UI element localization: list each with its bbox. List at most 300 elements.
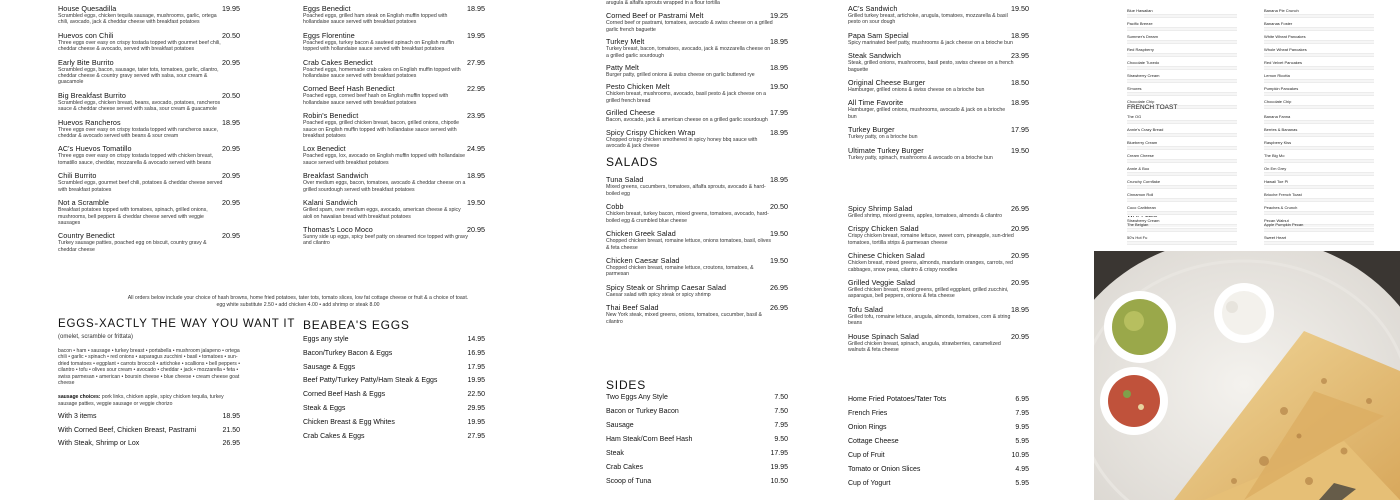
salads-title: SALADS	[606, 155, 659, 170]
menu-item	[1264, 86, 1374, 97]
menu-item	[1127, 222, 1237, 233]
menu-item	[1127, 235, 1237, 246]
pancakes-section	[1127, 0, 1367, 104]
menu-item	[1127, 153, 1237, 164]
menu-item-name: Country Benedict	[58, 231, 115, 241]
menu-item-price: 19.50	[770, 255, 788, 265]
menu-item-name: On Em Grey	[1264, 166, 1287, 171]
menu-item-description: Grilled shrimp, mixed greens, apples, tomatoes, almonds & cilantro	[848, 213, 1002, 219]
orders-note	[88, 295, 508, 308]
menu-item	[606, 128, 788, 150]
menu-item-description: Poached eggs, grilled chicken breast, bacon, grilled onions, chipotle sauce on English muffin topped with hollandaise sauce served with breakfast potatoes	[303, 120, 460, 140]
menu-item-name: Pesto Chicken Melt	[606, 82, 670, 92]
menu-item	[58, 118, 240, 140]
menu-item-price: 18.95	[770, 37, 788, 47]
orders-note-line2: egg white substitute 2.50 • add chicken 4.00 • add shrimp or steak 8.00	[216, 301, 380, 308]
menu-item	[606, 256, 788, 278]
menu-item-name: Red Raspberry	[1127, 47, 1154, 52]
menu-item-description-placeholder	[1127, 145, 1237, 151]
menu-item-description: Scrambled eggs, chicken tequila sausage, mushrooms, garlic, ortega chili, avocado, jack & cheddar cheese with breakfast potatoes	[58, 13, 217, 26]
menu-item-name: Bananas Foster	[1264, 21, 1293, 26]
menu-item-description: Grilled chicken breast, spinach, arugula, strawberries, caramelized walnuts & feta cheese	[848, 340, 1001, 354]
menu-item-name: Ultimate Turkey Burger	[848, 145, 924, 155]
menu-item-name: Ham Steak/Corn Beef Hash	[606, 436, 693, 443]
menu-item-price: 10.50	[770, 478, 788, 485]
menu-item-name: Raspberry Kiss	[1264, 140, 1292, 145]
menu-item	[303, 419, 485, 433]
menu-item	[303, 198, 485, 220]
menu-item-price: 9.50	[774, 436, 788, 443]
menu-item-description: Crispy chicken breast, romaine lettuce, sweet corn, pineapple, sun-dried tomatoes, tortilla strips & parmesan cheese	[848, 233, 1014, 246]
menu-item-price: 20.50	[222, 30, 240, 40]
french-toast-title: FRENCH TOAST	[1127, 104, 1178, 111]
menu-item-price: 17.95	[770, 108, 788, 118]
menu-item-name: Annie's Crazy Bread	[1127, 127, 1164, 132]
menu-item	[848, 146, 1029, 161]
menu-item-price: 10.95	[1011, 452, 1029, 459]
menu-item-name: Summer's Dream	[1127, 34, 1158, 39]
salads-list-b	[848, 204, 1029, 358]
menu-column-2	[303, 0, 485, 440]
menu-item-name: AC's Huevos Tomatillo	[58, 144, 132, 154]
french-toast-list-b	[1264, 114, 1374, 231]
menu-item-description: Steak, grilled onions, mushrooms, basil pesto, swiss cheese on a french baguette	[848, 60, 1014, 73]
menu-item-description: Poached eggs, turkey bacon & sauteed spinach on English muffin topped with hollandaise sauce served with breakfast potatoes	[303, 39, 455, 53]
menu-item-price: 20.95	[222, 231, 240, 241]
salsa	[1108, 375, 1160, 427]
menu-item-price: 27.95	[467, 57, 485, 67]
menu-item-price: 20.95	[1011, 278, 1029, 288]
menu-item-name: Steak Sandwich	[848, 51, 901, 61]
menu-item-description: Scrambled eggs, gourmet beef chili, potatoes & cheddar cheese served with breakfast potatoes	[58, 180, 223, 193]
menu-item-price: 19.95	[467, 418, 485, 426]
menu-item-price: 22.95	[467, 84, 485, 94]
menu-item-description: Grilled turkey breast, artichoke, arugula, tomatoes, mozzarella & basil pesto on sour dough	[848, 13, 1008, 26]
menu-item-name: Grilled Veggie Salad	[848, 278, 916, 288]
menu-item-price: 5.95	[1015, 480, 1029, 487]
menu-item	[1264, 153, 1374, 164]
menu-item-description: Poached eggs, homemade crab cakes on English muffin topped with hollandaise sauce served with breakfast potatoes	[303, 66, 461, 80]
menu-item	[1127, 179, 1237, 190]
menu-item-description-placeholder	[1264, 39, 1374, 45]
menu-item-price: 20.95	[222, 171, 240, 181]
menu-item-name: Cup of Yogurt	[848, 480, 891, 487]
menu-item-price: 7.50	[774, 408, 788, 415]
menu-item-price: 19.50	[770, 82, 788, 92]
waffles-list-b	[1264, 222, 1374, 248]
menu-item-price: 19.50	[1011, 4, 1029, 13]
menu-item-description-placeholder	[1127, 240, 1237, 246]
menu-item-description: Scrambled eggs, chicken breast, beans, avocado, potatoes, rancheros sauce & cheddar cheese served with salsa, sour cream & guacamole	[58, 99, 221, 113]
menu-item-name: Tofu Salad	[848, 304, 883, 314]
menu-item	[606, 450, 788, 464]
menu-item-price: 6.95	[1015, 396, 1029, 403]
menu-item-name: Coco Caribbean	[1127, 205, 1156, 210]
menu-item-description: Over medium eggs, bacon, tomatoes, avocado & cheddar cheese on a grilled sourdough served with breakfast potatoes	[303, 180, 466, 193]
menu-item-name: Spicy Steak or Shrimp Caesar Salad	[606, 282, 727, 292]
menu-item-name: Cream Cheese	[1127, 153, 1154, 158]
menu-item-name: Crab Cakes	[606, 464, 643, 471]
menu-item-description: Corned beef or pastrami, tomatoes, avocado & swiss cheese on a grilled garlic french baguette	[606, 20, 773, 33]
menu-item	[303, 336, 485, 350]
menu-item-name: House Quesadilla	[58, 4, 117, 13]
menu-item-price: 7.95	[1015, 410, 1029, 417]
menu-item	[1264, 21, 1374, 32]
menu-item-name: Turkey Melt	[606, 37, 645, 47]
omelet-ingredients: bacon • ham • sausage • turkey breast • portabella • mushroom jalapeno • ortega chili • garlic • spinach • red onions • asparagus zucchini • basil • tomatoes • sun-dried tomatoes • eggplant • carrots broccoli • artichoke • scallions • bell peppers • cilantro • tofu • olives sour cream • avocado • cheddar • jack • mozzarella • feta • swiss parmesan • american • boursin cheese • blue cheese • cream cheese goat cheese	[58, 348, 240, 387]
menu-item-name: Chicken Breast & Egg Whites	[303, 418, 395, 426]
menu-item-description: Three eggs over easy on crispy tostada topped with gourmet beef chili, cheddar cheese & avocado, served with breakfast potatoes	[58, 39, 221, 53]
menu-item-name: Steak & Eggs	[303, 404, 346, 412]
menu-item-name: Strawberry Cream	[1127, 218, 1160, 223]
menu-item-price: 20.95	[1011, 251, 1029, 261]
menu-item-price: 4.95	[1015, 466, 1029, 473]
menu-item-name: Corned Beef Hash & Eggs	[303, 391, 386, 399]
menu-item-description: Hamburger, grilled onions, mushrooms, avocado & jack on a brioche bun	[848, 107, 1006, 120]
menu-item-name: Brioche French Toast	[1264, 192, 1302, 197]
menu-item-description-placeholder	[1264, 184, 1374, 190]
menu-item-price: 23.95	[467, 111, 485, 121]
menu-item	[848, 98, 1029, 120]
menu-item	[58, 231, 240, 253]
menu-item-price: 19.50	[1011, 145, 1029, 155]
menu-item	[1127, 205, 1237, 216]
menu-item-description: Chicken breast, mushrooms, avocado, basil pesto & jack cheese on a grilled french bread	[606, 91, 767, 104]
menu-column-3	[606, 0, 788, 485]
menu-item-price: 20.50	[770, 202, 788, 212]
menu-item-name: French Fries	[848, 410, 888, 417]
menu-item-description: New York steak, mixed greens, onions, tomatoes, cucumber, basil & cilantro	[606, 312, 762, 325]
menu-item	[303, 350, 485, 364]
menu-item	[58, 91, 240, 113]
menu-item	[303, 144, 485, 166]
menu-item-description: Grilled tofu, romaine lettuce, arugula, almonds, tomatoes, corn & string beans	[848, 313, 1011, 327]
menu-item-name: Banana Pie Crunch	[1264, 8, 1299, 13]
menu-item-description: Chopped chicken breast, romaine lettuce, onions tomatoes, basil, olives & feta cheese	[606, 238, 771, 251]
menu-item-description: Chicken breast, turkey bacon, mixed greens, tomatoes, avocado, hard-boiled egg & crumbled blue cheese	[606, 211, 769, 224]
menu-item	[303, 31, 485, 53]
menu-item	[848, 305, 1029, 327]
menu-item-name: Home Fried Potatoes/Tater Tots	[848, 396, 947, 403]
menu-item-price: 14.95	[467, 336, 485, 343]
menu-item	[848, 424, 1029, 438]
beabea-title: BEABEA'S EGGS	[303, 318, 410, 332]
menu-item-description-placeholder	[1264, 171, 1374, 177]
menu-item	[303, 171, 485, 193]
menu-item-name: All Time Favorite	[848, 98, 904, 108]
menu-item-description: Sunny side up eggs, spicy beef patty on steamed rice topped with gravy and cilantro	[303, 233, 468, 247]
menu-item-name: Cobb	[606, 202, 624, 212]
breakfast-specials-list	[58, 4, 240, 253]
menu-item	[848, 31, 1029, 46]
menu-item	[606, 303, 788, 325]
menu-item-price: 22.50	[467, 391, 485, 399]
menu-item-description-placeholder	[1127, 65, 1237, 71]
salsa-cilantro	[1123, 390, 1131, 398]
menu-item-name: Eggs Benedict	[303, 4, 351, 13]
menu-item-description-placeholder	[1127, 184, 1237, 190]
menu-item-name: Eggs any style	[303, 336, 349, 343]
omelet-title: EGGS-XACTLY THE WAY YOU WANT IT	[58, 318, 296, 330]
menu-item-price: 19.95	[467, 30, 485, 40]
menu-item-price: 5.95	[1015, 438, 1029, 445]
menu-item-name: With Corned Beef, Chicken Breast, Pastrami	[58, 426, 197, 434]
menu-item	[606, 422, 788, 436]
menu-item-price: 7.50	[774, 394, 788, 401]
menu-item-name: Blue Hawaiian	[1127, 8, 1153, 13]
menu-item	[848, 438, 1029, 452]
menu-column-4	[848, 0, 1029, 487]
french-toast-list-a	[1127, 114, 1237, 231]
menu-item-description: Turkey patty, spinach, mushrooms & avocado on a brioche bun	[848, 154, 993, 161]
menu-item	[303, 4, 485, 26]
menu-item-name: White Wheat Pancakes	[1264, 34, 1306, 39]
menu-item-description-placeholder	[1127, 39, 1237, 45]
menu-item-description: Poached eggs, corned beef hash on English muffin topped with hollandaise sauce served with breakfast potatoes	[303, 93, 449, 106]
salads-list	[606, 175, 788, 324]
menu-item-price: 18.95	[222, 413, 240, 421]
menu-item-name: Apple Pumpkin Pecan	[1264, 222, 1304, 227]
menu-item-name: Scoop of Tuna	[606, 478, 652, 485]
menu-item-description-placeholder	[1264, 210, 1374, 216]
menu-item	[1264, 140, 1374, 151]
menu-item	[606, 108, 788, 123]
menu-item	[848, 452, 1029, 466]
menu-item-name: Chili Burrito	[58, 171, 97, 181]
omelet-subtitle: (omelet, scramble or frittata)	[58, 334, 134, 340]
menu-item-price: 18.95	[467, 4, 485, 13]
menu-item-name: Berries & Bananas	[1264, 127, 1298, 132]
menu-item-description: Caesar salad with spicy steak or spicy shrimp	[606, 291, 711, 298]
menu-item	[606, 408, 788, 422]
menu-item-price: 18.95	[1011, 98, 1029, 108]
menu-item-price: 27.95	[467, 432, 485, 440]
menu-item-name: With 3 items	[58, 413, 97, 421]
menu-item-price: 18.95	[222, 117, 240, 127]
menu-item	[1264, 73, 1374, 84]
menu-item-price: 16.95	[467, 349, 485, 357]
menu-item	[606, 11, 788, 33]
menu-item	[1264, 166, 1374, 177]
menu-item-price: 19.95	[770, 464, 788, 471]
menu-item	[1127, 114, 1237, 125]
menu-item-description: Poached eggs, grilled ham steak on English muffin topped with hollandaise sauce served with breakfast potatoes	[303, 13, 448, 26]
quesadilla-photo	[1094, 251, 1400, 500]
menu-item-description: Turkey sausage patties, poached egg on biscuit, country gravy & cheddar cheese	[58, 240, 207, 253]
menu-item-price: 18.95	[1011, 304, 1029, 314]
menu-item-price: 19.95	[467, 377, 485, 385]
menu-item	[848, 396, 1029, 410]
menu-item-name: AC's Sandwich	[848, 4, 898, 13]
menu-item	[848, 332, 1029, 354]
menu-item	[303, 377, 485, 391]
menu-item	[58, 413, 240, 427]
menu-item-name: Chocolate Tuxedo	[1127, 60, 1160, 65]
menu-item-name: Two Eggs Any Style	[606, 394, 668, 401]
menu-item-price: 20.95	[222, 144, 240, 154]
menu-item-price: 17.95	[1011, 125, 1029, 135]
menu-item-name: The Big Mo	[1264, 153, 1285, 158]
menu-item-name: Pecan Walnut	[1264, 218, 1289, 223]
menu-item	[848, 410, 1029, 424]
menu-item	[1127, 60, 1237, 71]
menu-item	[303, 405, 485, 419]
menu-item-name: Corned Beef or Pastrami Melt	[606, 11, 704, 21]
sides-section	[606, 378, 788, 492]
menu-item-price: 19.50	[770, 229, 788, 239]
menu-item	[606, 436, 788, 450]
menu-item-name: House Spinach Salad	[848, 331, 920, 341]
menu-item	[1127, 86, 1237, 97]
french-toast-section	[1127, 104, 1367, 252]
menu-item	[1127, 73, 1237, 84]
menu-item-description: Bacon, avocado, jack & american cheese on a grilled garlic sourdough	[606, 117, 768, 124]
menu-item-name: Breakfast Sandwich	[303, 171, 369, 181]
menu-item-price: 20.95	[1011, 331, 1029, 341]
sides-title: SIDES	[606, 378, 647, 392]
menu-item-name: Spicy Shrimp Salad	[848, 204, 913, 213]
menu-item-name: Robin's Benedict	[303, 111, 359, 121]
menu-item-name: Thai Beef Salad	[606, 303, 659, 313]
menu-item-name: Chicken Caesar Salad	[606, 255, 680, 265]
melts-list	[606, 11, 788, 149]
menu-item-description: Scrambled eggs, bacon, sausage, tater tots, tomatoes, garlic, cilantro, cheddar cheese & country gravy served with salsa, sour cream & guacamole	[58, 66, 219, 86]
benedicts-list	[303, 4, 485, 247]
menu-item	[303, 84, 485, 106]
menu-item	[1264, 34, 1374, 45]
menu-item-description-placeholder	[1127, 197, 1237, 203]
menu-item	[1264, 192, 1374, 203]
menu-item	[58, 144, 240, 166]
menu-item-name: Steak	[606, 450, 624, 457]
menu-item	[606, 37, 788, 59]
menu-item-description-placeholder	[1127, 171, 1237, 177]
menu-item-description: Three eggs over easy on crispy tostada topped with chicken breast, tomatillo sauce, cheddar, mozzarella & avocado served with beans	[58, 153, 214, 166]
salsa-onion	[1138, 404, 1144, 410]
sour-cream-swirl	[1226, 301, 1238, 313]
menu-item-price: 18.50	[1011, 78, 1029, 88]
menu-item-name: Huevos Rancheros	[58, 117, 121, 127]
menu-item-name: Turkey Burger	[848, 125, 895, 135]
sides-list-a	[606, 394, 788, 492]
menu-item-name: Onion Rings	[848, 424, 887, 431]
menu-item-price: 20.95	[467, 224, 485, 234]
menu-item	[303, 111, 485, 139]
menu-item-name: The Belgian	[1127, 222, 1149, 227]
menu-item	[606, 63, 788, 78]
menu-item	[606, 175, 788, 197]
menu-item	[606, 202, 788, 224]
menu-item	[303, 58, 485, 80]
guacamole-texture	[1124, 311, 1144, 331]
menu-item-name: Big Breakfast Burrito	[58, 90, 127, 100]
quesadilla-plate-illustration	[1094, 251, 1400, 500]
menu-item-price: 29.95	[467, 404, 485, 412]
menu-item-description-placeholder	[1127, 227, 1237, 233]
menu-item	[1127, 192, 1237, 203]
menu-item-description-placeholder	[1264, 91, 1374, 97]
menu-item-price: 24.95	[467, 144, 485, 154]
menu-item	[1127, 47, 1237, 58]
menu-item-name: Crab Cakes Benedict	[303, 57, 373, 67]
menu-item	[1264, 47, 1374, 58]
menu-item	[58, 440, 240, 454]
menu-item-name: Spicy Crispy Chicken Wrap	[606, 127, 696, 137]
menu-item	[848, 480, 1029, 494]
menu-item	[1264, 8, 1374, 19]
beabea-section	[303, 318, 485, 446]
menu-item-description: Breakfast potatoes topped with tomatoes, spinach, grilled onions, mushrooms, bell peppers & cheddar cheese served with veggie sausages	[58, 207, 208, 226]
menu-item-name: Crab Cakes & Eggs	[303, 432, 365, 440]
menu-item-description-placeholder	[1127, 78, 1237, 84]
menu-item-price: 17.95	[467, 363, 485, 371]
menu-item-description: Spicy marinated beef patty, mushrooms & jack cheese on a brioche bun	[848, 39, 1013, 46]
menu-item-description-placeholder	[1264, 52, 1374, 58]
menu-item-description-placeholder	[1127, 52, 1237, 58]
menu-item-description-placeholder	[1264, 227, 1374, 233]
menu-item-description-placeholder	[1264, 26, 1374, 32]
menu-item-description: Burger patty, grilled onions & swiss cheese on garlic buttered rye	[606, 72, 755, 79]
menu-item	[1127, 166, 1237, 177]
menu-item-name: Lemon Ricotta	[1264, 73, 1290, 78]
menu-item-name: Annie & Boo	[1127, 166, 1150, 171]
menu-item-description-placeholder	[1127, 210, 1237, 216]
menu-item-description-placeholder	[1264, 13, 1374, 19]
menu-item-description: Grilled chicken breast, mixed greens, grilled eggplant, grilled zucchini, asparagus, bell peppers, onions & feta cheese	[848, 287, 1009, 300]
menu-item-price: 19.25	[770, 11, 788, 21]
pancakes-list-a	[1127, 8, 1237, 112]
wrap-description-continued: arugula & alfalfa sprouts wrapped in a flour tortilla	[606, 0, 720, 6]
omelet-section	[58, 318, 296, 454]
menu-item-name: Early Bite Burrito	[58, 57, 114, 67]
menu-item-description-placeholder	[1264, 197, 1374, 203]
menu-item-name: Blueberry Cream	[1127, 140, 1158, 145]
menu-item-description-placeholder	[1127, 119, 1237, 125]
sausage-choices-label: sausage choices:	[58, 394, 101, 401]
menu-item	[848, 251, 1029, 273]
menu-item-description: Turkey breast, bacon, tomatoes, avocado, jack & mozzarella cheese on a grilled garlic sourdough	[606, 46, 771, 59]
menu-item	[848, 4, 1029, 26]
menu-item-name: Sweet Heart	[1264, 235, 1287, 240]
menu-item	[848, 125, 1029, 140]
menu-item-price: 20.95	[222, 57, 240, 67]
menu-item-price: 26.95	[770, 282, 788, 292]
menu-item-name: Bacon or Turkey Bacon	[606, 408, 679, 415]
menu-item-name: Pumpkin Pancakes	[1264, 86, 1299, 91]
menu-item-name: Crispy Chicken Salad	[848, 224, 919, 234]
menu-item-price: 20.95	[222, 198, 240, 208]
menu-item	[1127, 8, 1237, 19]
menu-item	[1127, 21, 1237, 32]
menu-item-description-placeholder	[1264, 240, 1374, 246]
menu-item-price: 26.95	[1011, 204, 1029, 213]
menu-item-description-placeholder	[1264, 78, 1374, 84]
menu-item-description-placeholder	[1127, 132, 1237, 138]
sour-cream	[1222, 291, 1266, 335]
menu-item-description: Hamburger, grilled onions & swiss cheese on a brioche bun	[848, 87, 985, 94]
menu-item-name: Corned Beef Hash Benedict	[303, 84, 395, 94]
sausage-choices	[58, 394, 240, 407]
menu-item-price: 23.95	[1011, 51, 1029, 61]
menu-item	[606, 394, 788, 408]
menu-item	[606, 464, 788, 478]
beabea-list	[303, 336, 485, 446]
menu-item-name: Chocolate Chip	[1264, 99, 1292, 104]
menu-item	[58, 31, 240, 53]
menu-item-description: Chicken breast, mixed greens, almonds, mandarin oranges, carrots, red cabbages, snow peas, cilantro & crispy noodles	[848, 260, 1013, 273]
menu-item-price: 20.95	[1011, 224, 1029, 234]
menu-item-name: Not a Scramble	[58, 198, 109, 208]
